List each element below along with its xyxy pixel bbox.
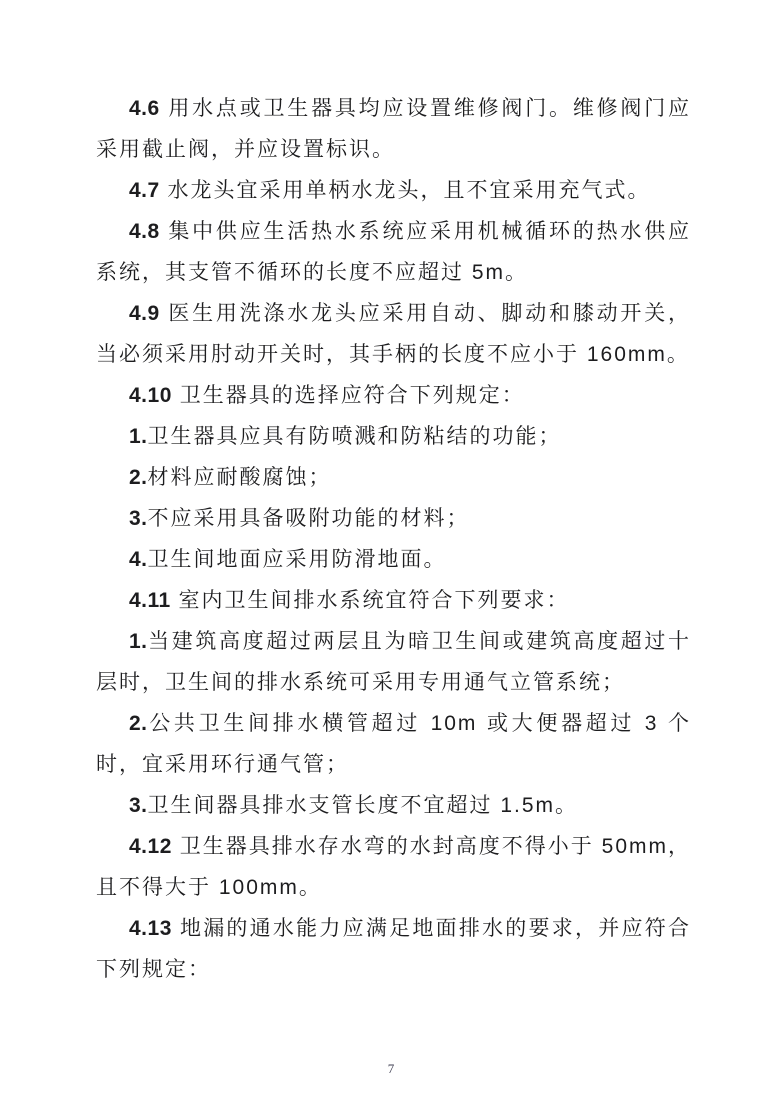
clause-4-8 — [96, 211, 691, 293]
clause-text: 卫生器具排水存水弯的水封高度不得小于 50mm，且不得大于 100mm。 — [96, 835, 691, 899]
clause-text: 用水点或卫生器具均应设置维修阀门。维修阀门应采用截止阀，并应设置标识。 — [96, 97, 691, 161]
clause-number: 4.13 — [129, 917, 172, 940]
clause-4-13 — [96, 908, 691, 990]
clause-4-11-item-3 — [96, 785, 691, 826]
clause-number: 4.6 — [129, 97, 160, 120]
page-footer — [0, 1060, 782, 1078]
clause-text: 室内卫生间排水系统宜符合下列要求： — [170, 589, 570, 612]
item-number: 3. — [129, 507, 148, 530]
item-text: 卫生器具应具有防喷溅和防粘结的功能； — [147, 425, 562, 448]
clause-4-10-item-2 — [96, 457, 691, 498]
clause-4-9 — [96, 293, 691, 375]
item-number: 1. — [129, 630, 148, 653]
item-text: 卫生间器具排水支管长度不宜超过 1.5m。 — [147, 794, 579, 817]
item-text: 卫生间地面应采用防滑地面。 — [147, 548, 447, 571]
clause-number: 4.9 — [129, 302, 160, 325]
clause-4-6 — [96, 88, 691, 170]
clause-number: 4.7 — [129, 179, 160, 202]
item-text: 不应采用具备吸附功能的材料； — [147, 507, 470, 530]
clause-number: 4.10 — [129, 384, 172, 407]
clause-4-11 — [96, 580, 691, 621]
clause-number: 4.12 — [129, 835, 172, 858]
clause-text: 地漏的通水能力应满足地面排水的要求，并应符合下列规定： — [96, 917, 691, 981]
item-number: 2. — [129, 466, 148, 489]
page-number: 7 — [387, 1061, 395, 1076]
document-content — [96, 88, 691, 990]
clause-4-12 — [96, 826, 691, 908]
clause-number: 4.11 — [129, 589, 171, 612]
clause-text: 医生用洗涤水龙头应采用自动、脚动和膝动开关，当必须采用肘动开关时，其手柄的长度不应小于 160mm。 — [96, 302, 691, 366]
item-text: 当建筑高度超过两层且为暗卫生间或建筑高度超过十层时，卫生间的排水系统可采用专用通气立管系统； — [96, 630, 691, 694]
clause-4-10-item-3 — [96, 498, 691, 539]
item-text: 公共卫生间排水横管超过 10m 或大便器超过 3 个时，宜采用环行通气管； — [96, 712, 691, 776]
clause-number: 4.8 — [129, 220, 160, 243]
clause-4-10 — [96, 375, 691, 416]
item-number: 4. — [129, 548, 148, 571]
item-number: 1. — [129, 425, 148, 448]
item-number: 2. — [129, 712, 148, 735]
clause-4-11-item-2 — [96, 703, 691, 785]
clause-4-11-item-1 — [96, 621, 691, 703]
clause-4-10-item-4 — [96, 539, 691, 580]
clause-text: 水龙头宜采用单柄水龙头，且不宜采用充气式。 — [159, 179, 651, 202]
item-text: 材料应耐酸腐蚀； — [147, 466, 332, 489]
clause-text: 集中供应生活热水系统应采用机械循环的热水供应系统，其支管不循环的长度不应超过 5m。 — [96, 220, 691, 284]
clause-4-10-item-1 — [96, 416, 691, 457]
item-number: 3. — [129, 794, 148, 817]
clause-text: 卫生器具的选择应符合下列规定： — [171, 384, 525, 407]
clause-4-7 — [96, 170, 691, 211]
